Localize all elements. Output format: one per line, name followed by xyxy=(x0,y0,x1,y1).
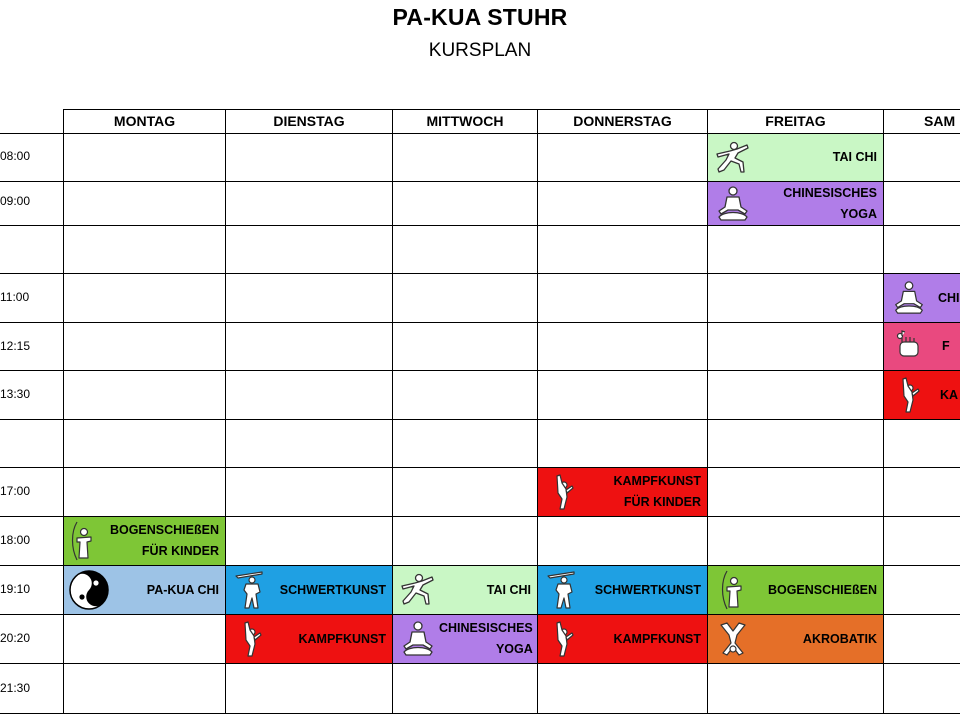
class-title: KAMPFKUNST xyxy=(298,631,386,646)
time-label: 21:30 xyxy=(0,681,31,695)
grid-line xyxy=(0,225,960,226)
kick-icon xyxy=(542,471,584,513)
class-title: KA xyxy=(940,387,959,402)
day-header-thursday: DONNERSTAG xyxy=(573,113,672,129)
class-title: FÜR KINDER xyxy=(141,544,219,558)
class-title: FÜR KINDER xyxy=(623,495,701,509)
time-label: 13:30 xyxy=(0,387,31,401)
grid-line xyxy=(0,713,960,714)
archer-icon xyxy=(68,520,98,562)
class-cell-chinese-yoga[interactable] xyxy=(884,274,960,322)
grid-line xyxy=(0,273,960,274)
class-title: BOGENSCHIEßEN xyxy=(109,523,219,537)
day-header-friday: FREITAG xyxy=(765,113,826,129)
grid-line xyxy=(0,370,960,371)
acrobat-icon xyxy=(712,618,754,660)
class-cell-akrobatik[interactable] xyxy=(708,615,883,663)
class-title: CHINESISCHES xyxy=(439,621,533,635)
music-fist-icon xyxy=(888,326,930,368)
grid-line xyxy=(0,322,960,323)
archer-icon xyxy=(712,569,754,611)
kick-icon xyxy=(888,374,930,416)
class-cell-kampfkunst[interactable] xyxy=(538,615,707,663)
page-subtitle: KURSPLAN xyxy=(428,40,532,61)
yin-yang-icon xyxy=(68,569,110,611)
class-cell-chinese-yoga[interactable] xyxy=(393,615,537,663)
class-cell-schwertkunst[interactable] xyxy=(226,566,392,614)
class-title: KAMPFKUNST xyxy=(613,631,701,646)
class-title: KAMPFKUNST xyxy=(613,474,701,488)
class-cell-schwertkunst[interactable] xyxy=(538,566,707,614)
grid-line xyxy=(0,419,960,420)
yoga-meditation-icon xyxy=(397,618,439,660)
class-title: YOGA xyxy=(495,642,533,656)
class-cell-tai-chi[interactable] xyxy=(708,134,883,181)
class-cell-pa-kua-chi[interactable] xyxy=(64,566,225,614)
kick-icon xyxy=(542,618,584,660)
yoga-meditation-icon xyxy=(712,183,754,225)
time-label: 08:00 xyxy=(0,149,31,163)
time-label: 18:00 xyxy=(0,533,31,547)
class-cell-bogenschiessen[interactable] xyxy=(708,566,883,614)
time-label: 20:20 xyxy=(0,631,31,645)
class-title: TAI CHI xyxy=(486,582,531,597)
grid-line xyxy=(0,663,960,664)
class-title: BOGENSCHIEßEN xyxy=(767,582,877,597)
time-label: 17:00 xyxy=(0,484,31,498)
class-title: F xyxy=(942,339,950,353)
time-label: 11:00 xyxy=(0,290,30,304)
class-cell-pink[interactable] xyxy=(884,323,960,370)
page-title: PA-KUA STUHR xyxy=(392,4,568,30)
time-label: 09:00 xyxy=(0,194,31,208)
sword-icon xyxy=(230,569,272,611)
tai-chi-icon xyxy=(397,569,439,611)
class-title: AKROBATIK xyxy=(802,631,877,646)
kick-icon xyxy=(230,618,272,660)
class-cell-chinese-yoga[interactable] xyxy=(708,182,883,225)
day-header-monday: MONTAG xyxy=(113,113,176,129)
class-title: PA-KUA CHI xyxy=(146,582,219,597)
time-label: 19:10 xyxy=(0,582,31,596)
day-header-saturday: SAM xyxy=(924,113,956,129)
yoga-meditation-icon xyxy=(888,277,930,319)
tai-chi-icon xyxy=(712,137,754,179)
grid-line xyxy=(0,467,960,468)
day-header-tuesday: DIENSTAG xyxy=(273,113,345,129)
day-header-wednesday: MITTWOCH xyxy=(426,113,504,129)
class-cell-bogenschiessen-kinder[interactable] xyxy=(64,517,225,565)
class-title: YOGA xyxy=(840,206,877,221)
class-title: TAI CHI xyxy=(832,150,877,164)
grid-line xyxy=(63,109,64,714)
class-title: CHI xyxy=(938,290,960,305)
class-cell-kampfkunst-kinder[interactable] xyxy=(538,468,707,516)
class-cell-tai-chi[interactable] xyxy=(393,566,537,614)
class-title: CHINESISCHES xyxy=(783,185,877,200)
class-cell-kampfkunst[interactable] xyxy=(884,371,960,419)
sword-icon xyxy=(542,569,584,611)
time-label: 12:15 xyxy=(0,339,31,353)
class-cell-kampfkunst[interactable] xyxy=(226,615,392,663)
class-title: SCHWERTKUNST xyxy=(279,582,386,597)
class-title: SCHWERTKUNST xyxy=(594,582,701,597)
